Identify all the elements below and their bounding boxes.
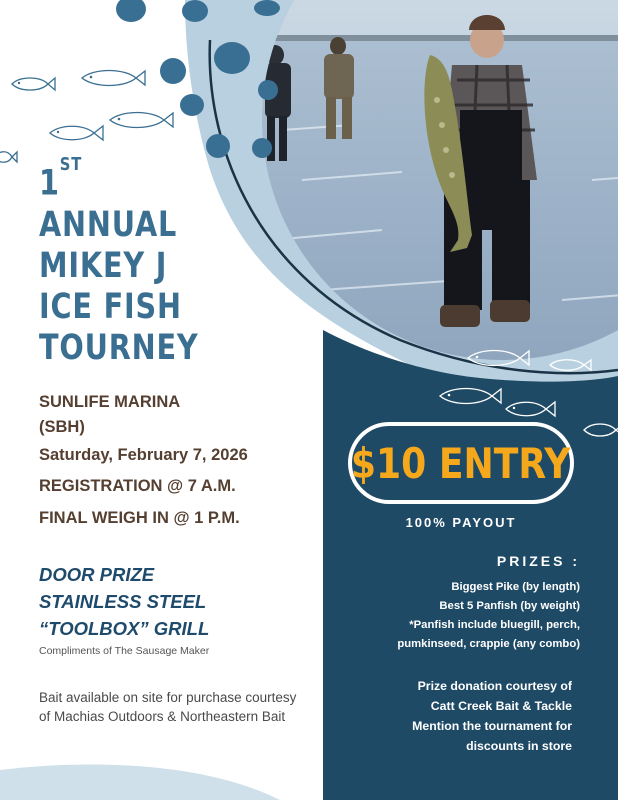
door-prize-item-line-2: “TOOLBOX” GRILL [39, 618, 210, 639]
title-line-tourney: TOURNEY [39, 327, 199, 368]
location-line-1: SUNLIFE MARINA [39, 393, 181, 411]
decorative-dot [182, 0, 208, 22]
fish-outline-icon [582, 420, 618, 440]
prize-line: *Panfish include bluegill, perch, [409, 619, 580, 631]
entry-fee-badge [348, 422, 574, 504]
fish-outline-icon [466, 346, 530, 370]
prize-line: Biggest Pike (by length) [451, 581, 580, 593]
decorative-dot [258, 80, 278, 100]
ice-fishing-photo [262, 0, 618, 360]
event-date: Saturday, February 7, 2026 [39, 446, 248, 464]
ordinal-suffix: ST [59, 154, 83, 175]
decorative-dot [254, 0, 280, 16]
door-prize-credit: Compliments of The Sausage Maker [39, 645, 210, 657]
decorative-dot [160, 58, 186, 84]
prize-line: Best 5 Panfish (by weight) [439, 600, 580, 612]
title-ordinal [39, 156, 199, 205]
final-weigh-in-time: FINAL WEIGH IN @ 1 P.M. [39, 509, 240, 527]
registration-time: REGISTRATION @ 7 A.M. [39, 477, 236, 495]
donation-line: Catt Creek Bait & Tackle [430, 699, 572, 713]
fish-outline-icon [504, 398, 556, 420]
fish-outline-icon [0, 148, 18, 166]
title-line-annual: ANNUAL [39, 204, 178, 245]
decorative-dot [252, 138, 272, 158]
donation-line: discounts in store [466, 739, 572, 753]
decorative-dot [214, 42, 250, 74]
ordinal-number: 1 [39, 163, 60, 204]
fish-outline-icon [80, 66, 146, 90]
payout-label: 100% PAYOUT [405, 515, 517, 530]
bait-availability-text: Bait available on site for purchase courtesy of Machias Outdoors & Northeastern Bait [39, 690, 297, 724]
fish-outline-icon [548, 356, 592, 374]
fish-outline-icon [108, 108, 174, 132]
title-line-ice-fish: ICE FISH [39, 286, 182, 327]
title-line-name: MIKEY J [39, 245, 168, 286]
entry-fee-label: $10 ENTRY [351, 438, 571, 488]
decorative-dot [180, 94, 204, 116]
location-line-2: (SBH) [39, 418, 85, 436]
door-prize-item-line-1: STAINLESS STEEL [39, 591, 207, 612]
donation-line: Prize donation courtesy of [417, 679, 572, 693]
fish-outline-icon [48, 122, 104, 144]
door-prize-heading: DOOR PRIZE [39, 564, 155, 585]
fish-outline-icon [10, 74, 56, 94]
prize-line: pumkinseed, crappie (any combo) [397, 638, 580, 650]
decorative-dot [206, 134, 230, 158]
prizes-heading: PRIZES : [496, 553, 580, 569]
event-title [39, 156, 199, 369]
fish-outline-icon [438, 384, 502, 408]
donation-line: Mention the tournament for [412, 719, 572, 733]
